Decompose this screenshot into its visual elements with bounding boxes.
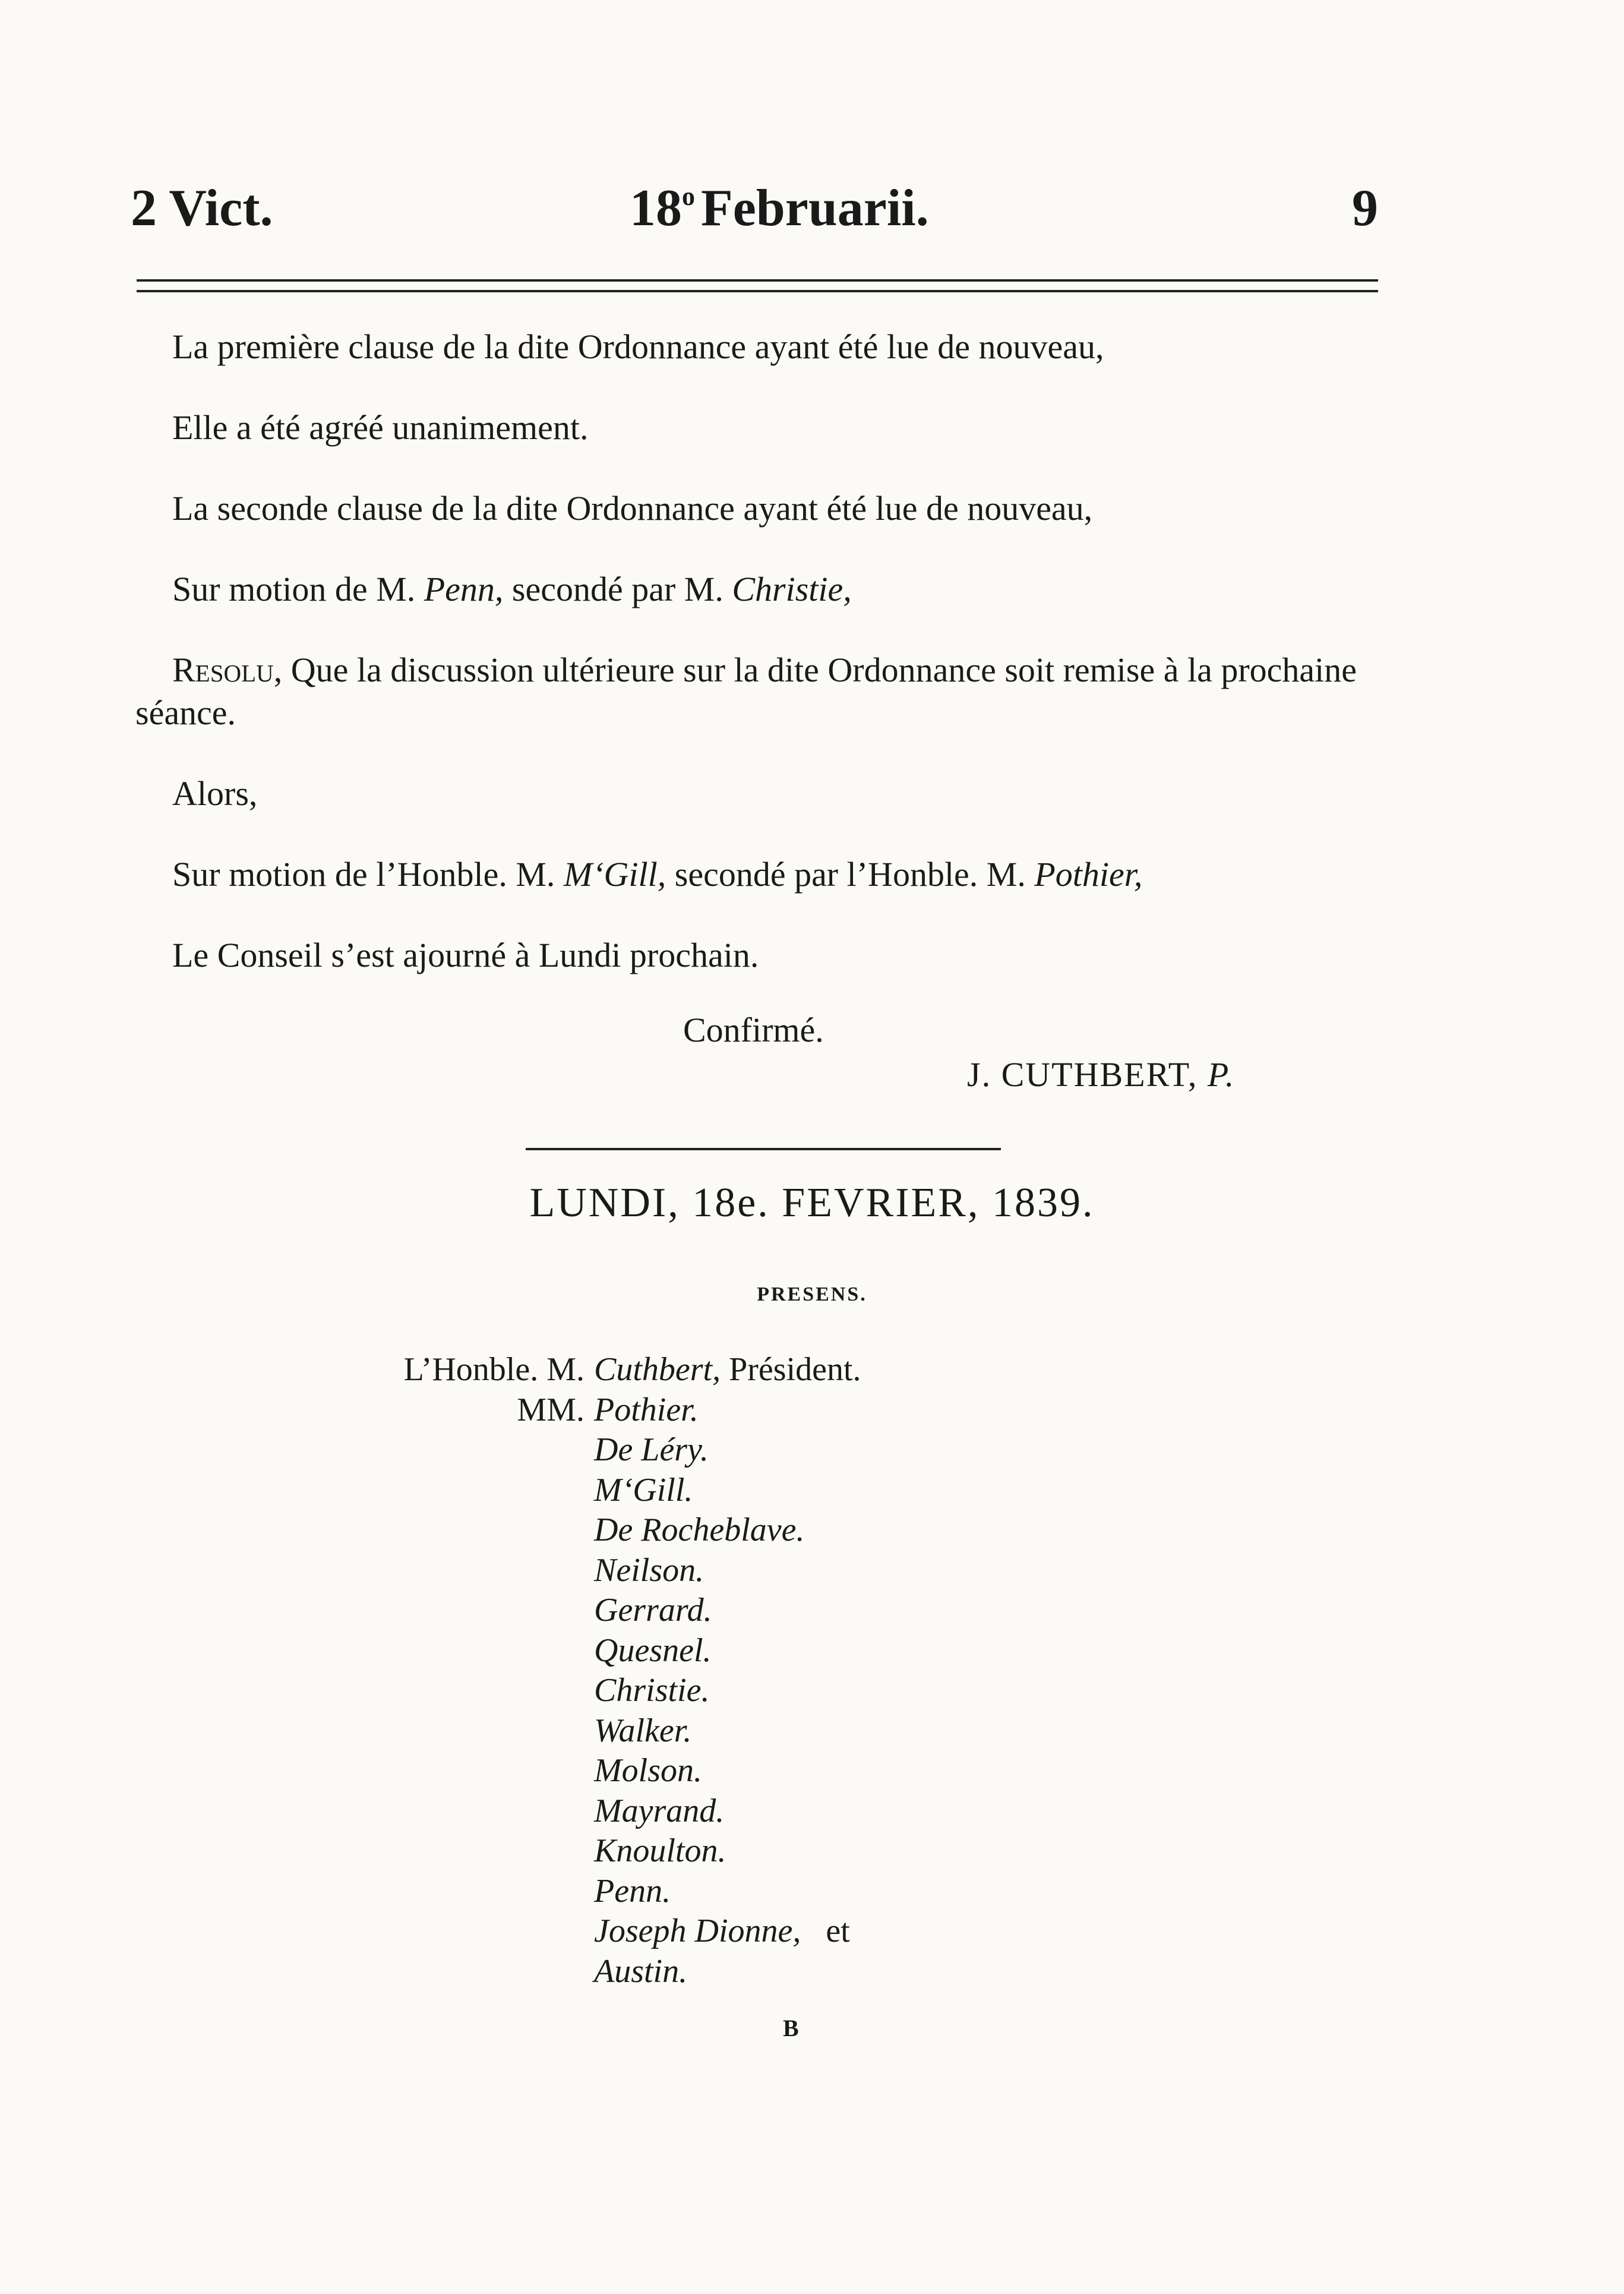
member-row [356, 1711, 861, 1752]
member-title [356, 1911, 594, 1952]
member-title [356, 1791, 594, 1832]
member-title: L’Honble. M. [403, 1351, 584, 1388]
member-name: Austin. [594, 1952, 688, 1990]
motion-text: Sur motion de l’Honble. M. [172, 855, 564, 894]
member-name: Knoulton. [594, 1832, 726, 1869]
running-head [131, 178, 1378, 255]
motion-text: Sur motion de M. [172, 570, 424, 608]
signer-name: J. CUTHBERT, [967, 1055, 1208, 1094]
member-row [356, 1551, 861, 1591]
member-row [356, 1510, 861, 1551]
header-date [630, 178, 929, 238]
seconder-name: Pothier, [1034, 855, 1143, 894]
president-signature [967, 1055, 1235, 1094]
presens-label: PRESENS. [757, 1283, 867, 1305]
member-row [356, 1671, 861, 1711]
member-name: Quesnel. [594, 1632, 712, 1669]
member-title [356, 1751, 594, 1791]
resolution-text: Que la discussion ultérieure sur la dite Ordonnance soit remise à la prochaine séance. [135, 651, 1357, 732]
member-extra: et [801, 1913, 850, 1949]
resolution-lead: Resolu, [172, 651, 283, 689]
printer-signature-mark: B [783, 2015, 799, 2041]
paragraph-second-clause: La seconde clause de la dite Ordonnance ayant été lue de nouveau, [172, 489, 1093, 528]
motion-text: secondé par l’Honble. M. [666, 855, 1035, 894]
confirmed-label: Confirmé. [683, 1011, 824, 1049]
member-name: Walker. [594, 1712, 692, 1749]
member-title [356, 1631, 594, 1671]
paragraph-adjournment: Le Conseil s’est ajourné à Lundi prochain. [172, 936, 759, 974]
header-double-rule [137, 279, 1378, 292]
member-name: Mayrand. [594, 1792, 725, 1829]
member-row [356, 1872, 861, 1912]
member-title [356, 1952, 594, 1992]
paragraph-agreed: Elle a été agréé unanimement. [172, 408, 589, 447]
paragraph-alors: Alors, [172, 774, 258, 813]
page-number: 9 [1352, 179, 1378, 237]
member-name: Molson. [594, 1752, 702, 1789]
member-name: De Léry. [594, 1431, 709, 1468]
member-name: Cuthbert, [594, 1351, 721, 1388]
member-title [356, 1711, 594, 1752]
member-extra: Président. [721, 1351, 861, 1388]
member-title [356, 1831, 594, 1872]
member-name: M‘Gill. [594, 1471, 693, 1509]
signer-title: P. [1207, 1055, 1236, 1094]
member-title [356, 1591, 594, 1631]
seconder-name: Christie, [732, 570, 852, 608]
member-name: De Rocheblave. [594, 1512, 805, 1548]
member-name: Gerrard. [594, 1592, 712, 1629]
member-row [356, 1471, 861, 1511]
member-row [356, 1350, 861, 1390]
member-row [356, 1751, 861, 1791]
member-row [356, 1791, 861, 1832]
member-name: Pothier. [594, 1391, 699, 1428]
header-day: 18 [630, 179, 682, 237]
paragraph-motion-penn [135, 568, 1383, 611]
header-month: Februarii. [701, 179, 929, 237]
member-row [356, 1591, 861, 1631]
member-title [356, 1872, 594, 1912]
member-row [356, 1390, 861, 1431]
paragraph-resolution [135, 649, 1383, 734]
member-title: MM. [517, 1391, 584, 1428]
members-list [356, 1350, 861, 1992]
member-title [356, 1510, 594, 1551]
motion-text: secondé par M. [503, 570, 732, 608]
header-day-super: o [682, 182, 695, 211]
mover-name: Penn, [424, 570, 504, 608]
member-title [356, 1671, 594, 1711]
member-title [356, 1430, 594, 1471]
session-date-heading: LUNDI, 18e. FEVRIER, 1839. [529, 1180, 1095, 1226]
member-name: Penn. [594, 1872, 671, 1910]
section-rule [526, 1148, 1001, 1150]
member-row [356, 1952, 861, 1992]
body-text [135, 326, 1383, 1015]
member-title [356, 1551, 594, 1591]
member-title [356, 1471, 594, 1511]
paragraph-motion-mgill [135, 853, 1383, 896]
mover-name: M‘Gill, [563, 855, 666, 894]
member-name: Neilson. [594, 1551, 704, 1589]
paragraph-first-clause: La première clause de la dite Ordonnance ayant été lue de nouveau, [172, 327, 1104, 366]
member-row [356, 1430, 861, 1471]
member-name: Joseph Dionne, [594, 1913, 801, 1949]
header-regnal-year: 2 Vict. [131, 179, 273, 237]
member-row [356, 1631, 861, 1671]
member-row [356, 1911, 861, 1952]
member-name: Christie. [594, 1672, 710, 1709]
member-row [356, 1831, 861, 1872]
